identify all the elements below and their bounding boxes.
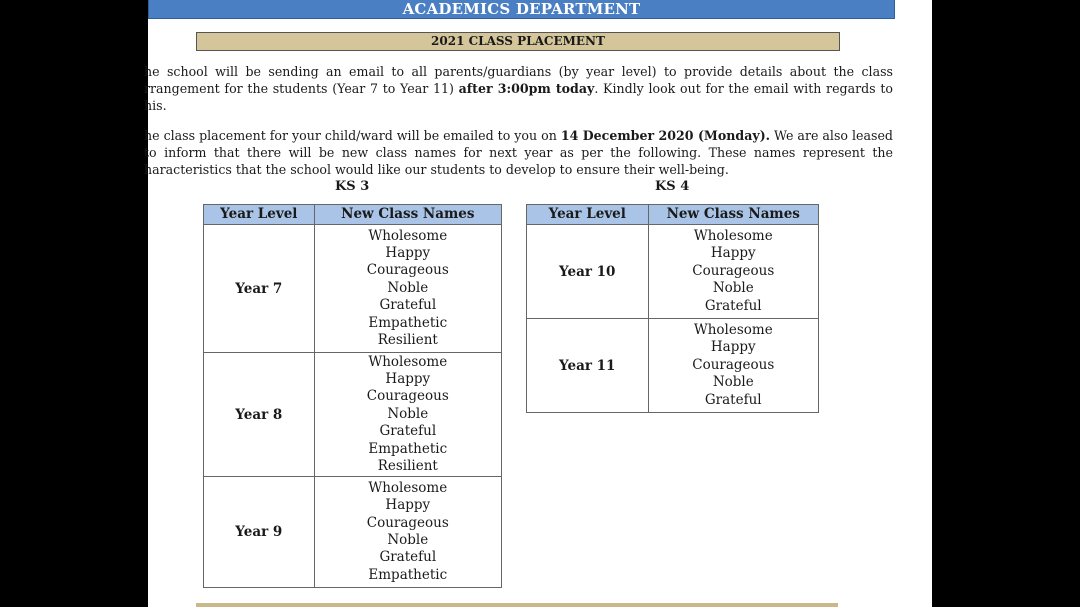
class-name: Grateful: [704, 297, 762, 314]
para1-bold-time: after 3:00pm today: [458, 81, 595, 96]
class-names-cell: [648, 225, 818, 319]
class-name: Noble: [712, 374, 754, 391]
class-name: Happy: [710, 245, 756, 262]
class-name: Noble: [387, 532, 429, 548]
table-row: [527, 225, 819, 319]
class-name: Wholesome: [368, 479, 448, 496]
ks4-table: [526, 204, 819, 413]
placement-date-paragraph: [144, 127, 893, 178]
class-name: Wholesome: [693, 227, 773, 244]
year-cell: Year 11: [527, 319, 649, 413]
ks3-header-class-names: New Class Names: [314, 205, 501, 225]
year-cell: Year 9: [204, 477, 315, 588]
class-name: Courageous: [692, 262, 775, 279]
class-name: Wholesome: [368, 353, 448, 370]
class-name: Happy: [385, 370, 431, 387]
class-name: Noble: [387, 279, 429, 296]
class-name: Courageous: [692, 356, 775, 373]
class-names-cell: [648, 319, 818, 413]
class-name: Wholesome: [693, 321, 773, 338]
class-name: Grateful: [379, 297, 437, 314]
class-name: Grateful: [704, 391, 762, 408]
year-cell: Year 8: [204, 353, 315, 477]
class-name: Resilient: [377, 332, 438, 349]
class-name: Grateful: [379, 549, 437, 566]
class-name: Noble: [387, 405, 429, 422]
class-name: Resilient: [377, 458, 438, 475]
ks3-label: KS 3: [335, 179, 370, 194]
class-name: Happy: [385, 497, 431, 514]
para2-text-end: We are also leased to inform that there will be new class names for next year as per the following. These names represent the haracteristics that the school would like our students to develop to ensure their well-being.: [144, 128, 893, 177]
ks4-header-class-names: New Class Names: [648, 205, 818, 225]
email-notice-paragraph: [144, 63, 893, 114]
class-name: Empathetic: [368, 566, 448, 583]
table-row: [204, 353, 502, 477]
class-name: Courageous: [366, 388, 449, 405]
document-page: [144, 0, 932, 607]
class-name: Empathetic: [368, 440, 448, 457]
class-name: Courageous: [366, 262, 449, 279]
ks4-header-row: [527, 205, 819, 225]
footer-bar: [196, 603, 838, 607]
para1-text-start: he school will be sending an email to all parents/guardians (by year level) to provide details about the class rrangement for the students (Year 7 to Year 11): [144, 64, 893, 96]
ks3-header-row: [204, 205, 502, 225]
placement-title: 2021 CLASS PLACEMENT: [196, 32, 840, 51]
para2-text-start: he class placement for your child/ward will be emailed to you on: [144, 128, 561, 143]
year-cell: Year 7: [204, 225, 315, 353]
ks3-table: [203, 204, 502, 588]
class-name: Wholesome: [368, 227, 448, 244]
table-row: [204, 477, 502, 588]
table-row: [527, 319, 819, 413]
table-row: [204, 225, 502, 353]
class-name: Grateful: [379, 423, 437, 440]
class-name: Courageous: [366, 514, 449, 531]
ks4-label: KS 4: [655, 179, 690, 194]
ks4-header-year-level: Year Level: [527, 205, 649, 225]
class-name: Empathetic: [368, 314, 448, 331]
para1-text-end: . Kindly look out for the email with regards to his.: [144, 81, 893, 113]
class-names-cell: [314, 225, 501, 353]
department-header: ACADEMICS DEPARTMENT: [148, 0, 895, 19]
ks3-header-year-level: Year Level: [204, 205, 315, 225]
year-cell: Year 10: [527, 225, 649, 319]
class-names-cell: [314, 477, 501, 588]
class-name: Happy: [710, 339, 756, 356]
class-name: Happy: [385, 244, 431, 261]
class-names-cell: [314, 353, 501, 477]
para2-bold-date: 14 December 2020 (Monday).: [560, 128, 771, 143]
class-name: Noble: [712, 280, 754, 297]
